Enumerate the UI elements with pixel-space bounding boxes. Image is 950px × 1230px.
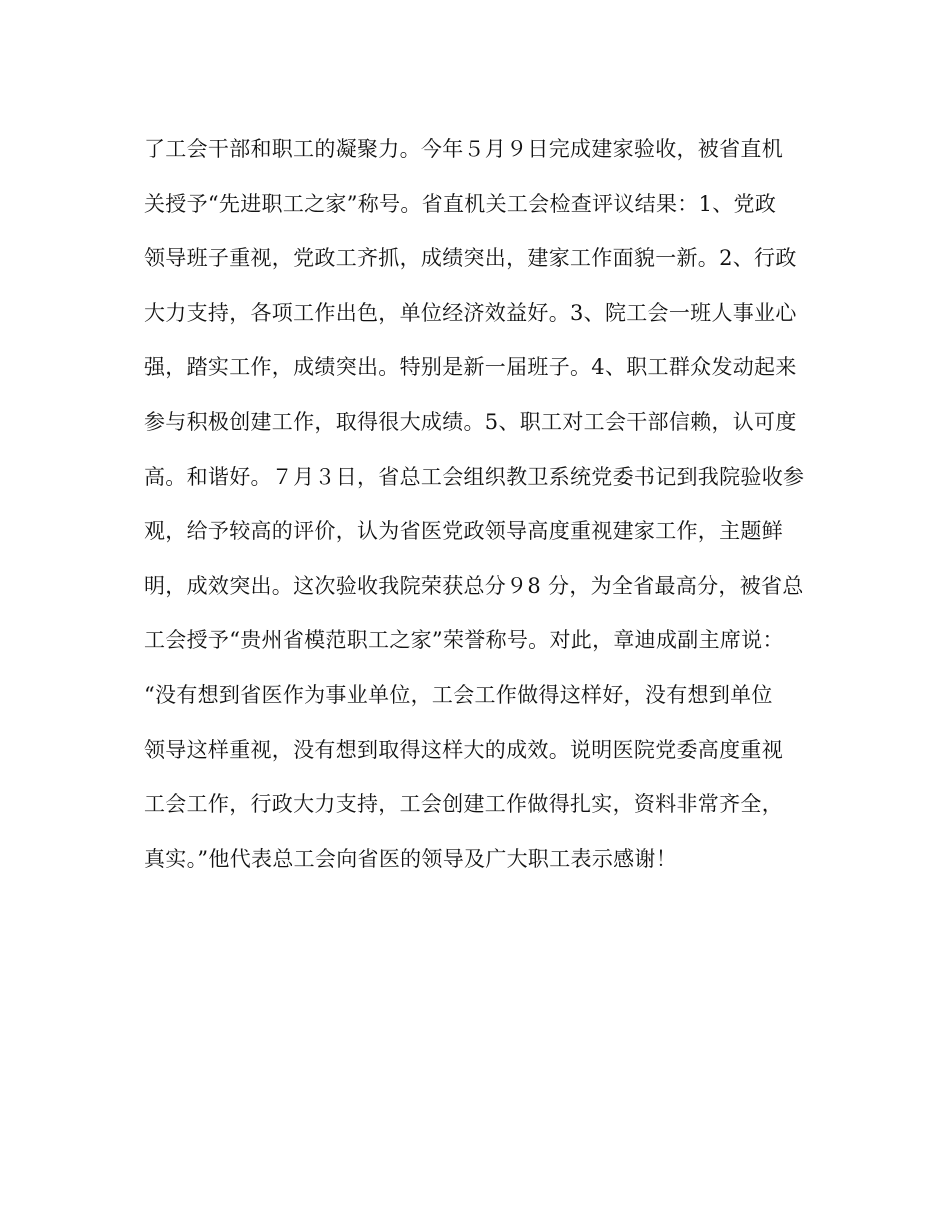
- text-line-10: 工会授予“贵州省模范职工之家”荣誉称号。对此，章迪成副主席说：: [144, 628, 784, 653]
- text-line-1: 了工会干部和职工的凝聚力。今年５月９日完成建家验收，被省直机: [144, 137, 783, 161]
- text-line-2: 关授予“先进职工之家”称号。省直机关工会检查评议结果：1、党政: [144, 191, 777, 216]
- text-line-9: 明，成效突出。这次验收我院荣获总分９8 分，为全省最高分，被省总: [144, 573, 804, 598]
- text-line-4: 大力支持，各项工作出色，单位经济效益好。3、院工会一班人事业心: [144, 300, 797, 325]
- text-line-8: 观，给予较高的评价，认为省医党政领导高度重视建家工作，主题鲜: [144, 519, 783, 544]
- text-line-5: 强，踏实工作，成绩突出。特别是新一届班子。4、职工群众发动起来: [144, 355, 797, 380]
- text-line-3: 领导班子重视，党政工齐抓，成绩突出，建家工作面貌一新。2、行政: [144, 246, 797, 271]
- text-line-7: 高。和谐好。７月３日，省总工会组织教卫系统党委书记到我院验收参: [144, 464, 805, 489]
- text-line-11: “没有想到省医作为事业单位，工会工作做得这样好，没有想到单位: [144, 682, 773, 707]
- text-line-6: 参与积极创建工作，取得很大成绩。5、职工对工会干部信赖，认可度: [144, 409, 797, 434]
- text-line-13: 工会工作，行政大力支持，工会创建工作做得扎实，资料非常齐全，: [144, 792, 783, 817]
- text-line-14: 真实。”他代表总工会向省医的领导及广大职工表示感谢！: [144, 846, 678, 871]
- text-line-12: 领导这样重视，没有想到取得这样大的成效。说明医院党委高度重视: [144, 737, 783, 762]
- body-text: [144, 122, 814, 886]
